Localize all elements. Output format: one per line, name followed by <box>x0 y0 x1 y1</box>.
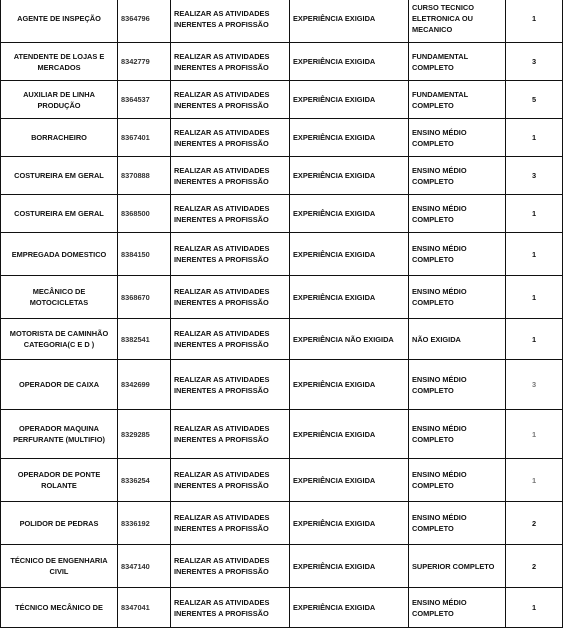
activities-cell: REALIZAR AS ATIVIDADES INERENTES A PROFISSÃO <box>171 360 290 410</box>
cbo-code-cell: 8382541 <box>118 319 171 360</box>
cbo-code-cell: 8384150 <box>118 233 171 276</box>
activities-cell: REALIZAR AS ATIVIDADES INERENTES A PROFISSÃO <box>171 410 290 459</box>
cbo-code-cell: 8336254 <box>118 459 171 502</box>
table-row <box>1 157 563 195</box>
vacancies-cell: 1 <box>506 410 563 459</box>
vacancies-cell: 3 <box>506 360 563 410</box>
vacancies-cell: 1 <box>506 0 563 43</box>
table-row <box>1 119 563 157</box>
activities-cell: REALIZAR AS ATIVIDADES INERENTES A PROFISSÃO <box>171 43 290 81</box>
education-cell: SUPERIOR COMPLETO <box>409 545 506 588</box>
occupation-cell: AGENTE DE INSPEÇÃO <box>1 0 118 43</box>
vacancies-cell: 2 <box>506 502 563 545</box>
cbo-code-cell: 8342699 <box>118 360 171 410</box>
occupation-cell: BORRACHEIRO <box>1 119 118 157</box>
occupation-cell: OPERADOR DE PONTE ROLANTE <box>1 459 118 502</box>
table-row <box>1 195 563 233</box>
vacancies-cell: 1 <box>506 195 563 233</box>
table-row <box>1 319 563 360</box>
education-cell: ENSINO MÉDIO COMPLETO <box>409 157 506 195</box>
education-cell: FUNDAMENTAL COMPLETO <box>409 81 506 119</box>
activities-cell: REALIZAR AS ATIVIDADES INERENTES A PROFISSÃO <box>171 119 290 157</box>
experience-cell: EXPERIÊNCIA EXIGIDA <box>290 502 409 545</box>
occupation-cell: POLIDOR DE PEDRAS <box>1 502 118 545</box>
table-row <box>1 233 563 276</box>
education-cell: ENSINO MÉDIO COMPLETO <box>409 195 506 233</box>
occupation-cell: OPERADOR MAQUINA PERFURANTE (MULTIFIO) <box>1 410 118 459</box>
occupation-cell: OPERADOR DE CAIXA <box>1 360 118 410</box>
education-cell: ENSINO MÉDIO COMPLETO <box>409 588 506 628</box>
vacancies-cell: 1 <box>506 588 563 628</box>
cbo-code-cell: 8370888 <box>118 157 171 195</box>
occupation-cell: COSTUREIRA EM GERAL <box>1 195 118 233</box>
cbo-code-cell: 8347041 <box>118 588 171 628</box>
activities-cell: REALIZAR AS ATIVIDADES INERENTES A PROFISSÃO <box>171 233 290 276</box>
education-cell: ENSINO MÉDIO COMPLETO <box>409 502 506 545</box>
vacancies-cell: 3 <box>506 43 563 81</box>
activities-cell: REALIZAR AS ATIVIDADES INERENTES A PROFISSÃO <box>171 81 290 119</box>
experience-cell: EXPERIÊNCIA EXIGIDA <box>290 545 409 588</box>
education-cell: ENSINO MÉDIO COMPLETO <box>409 459 506 502</box>
experience-cell: EXPERIÊNCIA EXIGIDA <box>290 276 409 319</box>
vacancies-cell: 1 <box>506 233 563 276</box>
occupation-cell: AUXILIAR DE LINHA PRODUÇÃO <box>1 81 118 119</box>
education-cell: ENSINO MÉDIO COMPLETO <box>409 360 506 410</box>
education-cell: ENSINO MÉDIO COMPLETO <box>409 233 506 276</box>
cbo-code-cell: 8329285 <box>118 410 171 459</box>
cbo-code-cell: 8336192 <box>118 502 171 545</box>
education-cell: CURSO TECNICO ELETRONICA OU MECANICO <box>409 0 506 43</box>
education-cell: ENSINO MÉDIO COMPLETO <box>409 276 506 319</box>
activities-cell: REALIZAR AS ATIVIDADES INERENTES A PROFISSÃO <box>171 545 290 588</box>
occupation-cell: MOTORISTA DE CAMINHÃO CATEGORIA(C E D ) <box>1 319 118 360</box>
occupation-cell: EMPREGADA DOMESTICO <box>1 233 118 276</box>
table-row <box>1 459 563 502</box>
experience-cell: EXPERIÊNCIA EXIGIDA <box>290 233 409 276</box>
education-cell: ENSINO MÉDIO COMPLETO <box>409 410 506 459</box>
experience-cell: EXPERIÊNCIA EXIGIDA <box>290 43 409 81</box>
education-cell: FUNDAMENTAL COMPLETO <box>409 43 506 81</box>
activities-cell: REALIZAR AS ATIVIDADES INERENTES A PROFISSÃO <box>171 276 290 319</box>
table-row <box>1 276 563 319</box>
experience-cell: EXPERIÊNCIA EXIGIDA <box>290 410 409 459</box>
cbo-code-cell: 8367401 <box>118 119 171 157</box>
cbo-code-cell: 8364537 <box>118 81 171 119</box>
table-row <box>1 81 563 119</box>
experience-cell: EXPERIÊNCIA EXIGIDA <box>290 195 409 233</box>
table-row <box>1 43 563 81</box>
experience-cell: EXPERIÊNCIA EXIGIDA <box>290 0 409 43</box>
vacancies-cell: 1 <box>506 119 563 157</box>
experience-cell: EXPERIÊNCIA EXIGIDA <box>290 119 409 157</box>
experience-cell: EXPERIÊNCIA NÃO EXIGIDA <box>290 319 409 360</box>
education-cell: NÃO EXIGIDA <box>409 319 506 360</box>
cbo-code-cell: 8368500 <box>118 195 171 233</box>
activities-cell: REALIZAR AS ATIVIDADES INERENTES A PROFISSÃO <box>171 588 290 628</box>
occupation-cell: TÉCNICO DE ENGENHARIA CIVIL <box>1 545 118 588</box>
occupation-cell: COSTUREIRA EM GERAL <box>1 157 118 195</box>
cbo-code-cell: 8364796 <box>118 0 171 43</box>
activities-cell: REALIZAR AS ATIVIDADES INERENTES A PROFISSÃO <box>171 0 290 43</box>
activities-cell: REALIZAR AS ATIVIDADES INERENTES A PROFISSÃO <box>171 157 290 195</box>
vacancies-cell: 1 <box>506 459 563 502</box>
experience-cell: EXPERIÊNCIA EXIGIDA <box>290 360 409 410</box>
cbo-code-cell: 8347140 <box>118 545 171 588</box>
vacancies-cell: 1 <box>506 319 563 360</box>
education-cell: ENSINO MÉDIO COMPLETO <box>409 119 506 157</box>
experience-cell: EXPERIÊNCIA EXIGIDA <box>290 81 409 119</box>
experience-cell: EXPERIÊNCIA EXIGIDA <box>290 157 409 195</box>
vacancies-cell: 1 <box>506 276 563 319</box>
table-row <box>1 360 563 410</box>
experience-cell: EXPERIÊNCIA EXIGIDA <box>290 459 409 502</box>
table-row <box>1 545 563 588</box>
activities-cell: REALIZAR AS ATIVIDADES INERENTES A PROFISSÃO <box>171 195 290 233</box>
activities-cell: REALIZAR AS ATIVIDADES INERENTES A PROFISSÃO <box>171 459 290 502</box>
activities-cell: REALIZAR AS ATIVIDADES INERENTES A PROFISSÃO <box>171 319 290 360</box>
vacancies-cell: 3 <box>506 157 563 195</box>
occupation-cell: MECÂNICO DE MOTOCICLETAS <box>1 276 118 319</box>
table-row <box>1 588 563 628</box>
cbo-code-cell: 8368670 <box>118 276 171 319</box>
table-row <box>1 0 563 43</box>
occupation-cell: TÉCNICO MECÂNICO DE <box>1 588 118 628</box>
vacancies-cell: 2 <box>506 545 563 588</box>
occupation-cell: ATENDENTE DE LOJAS E MERCADOS <box>1 43 118 81</box>
activities-cell: REALIZAR AS ATIVIDADES INERENTES A PROFISSÃO <box>171 502 290 545</box>
experience-cell: EXPERIÊNCIA EXIGIDA <box>290 588 409 628</box>
table-row <box>1 502 563 545</box>
table-row <box>1 410 563 459</box>
vacancies-cell: 5 <box>506 81 563 119</box>
cbo-code-cell: 8342779 <box>118 43 171 81</box>
